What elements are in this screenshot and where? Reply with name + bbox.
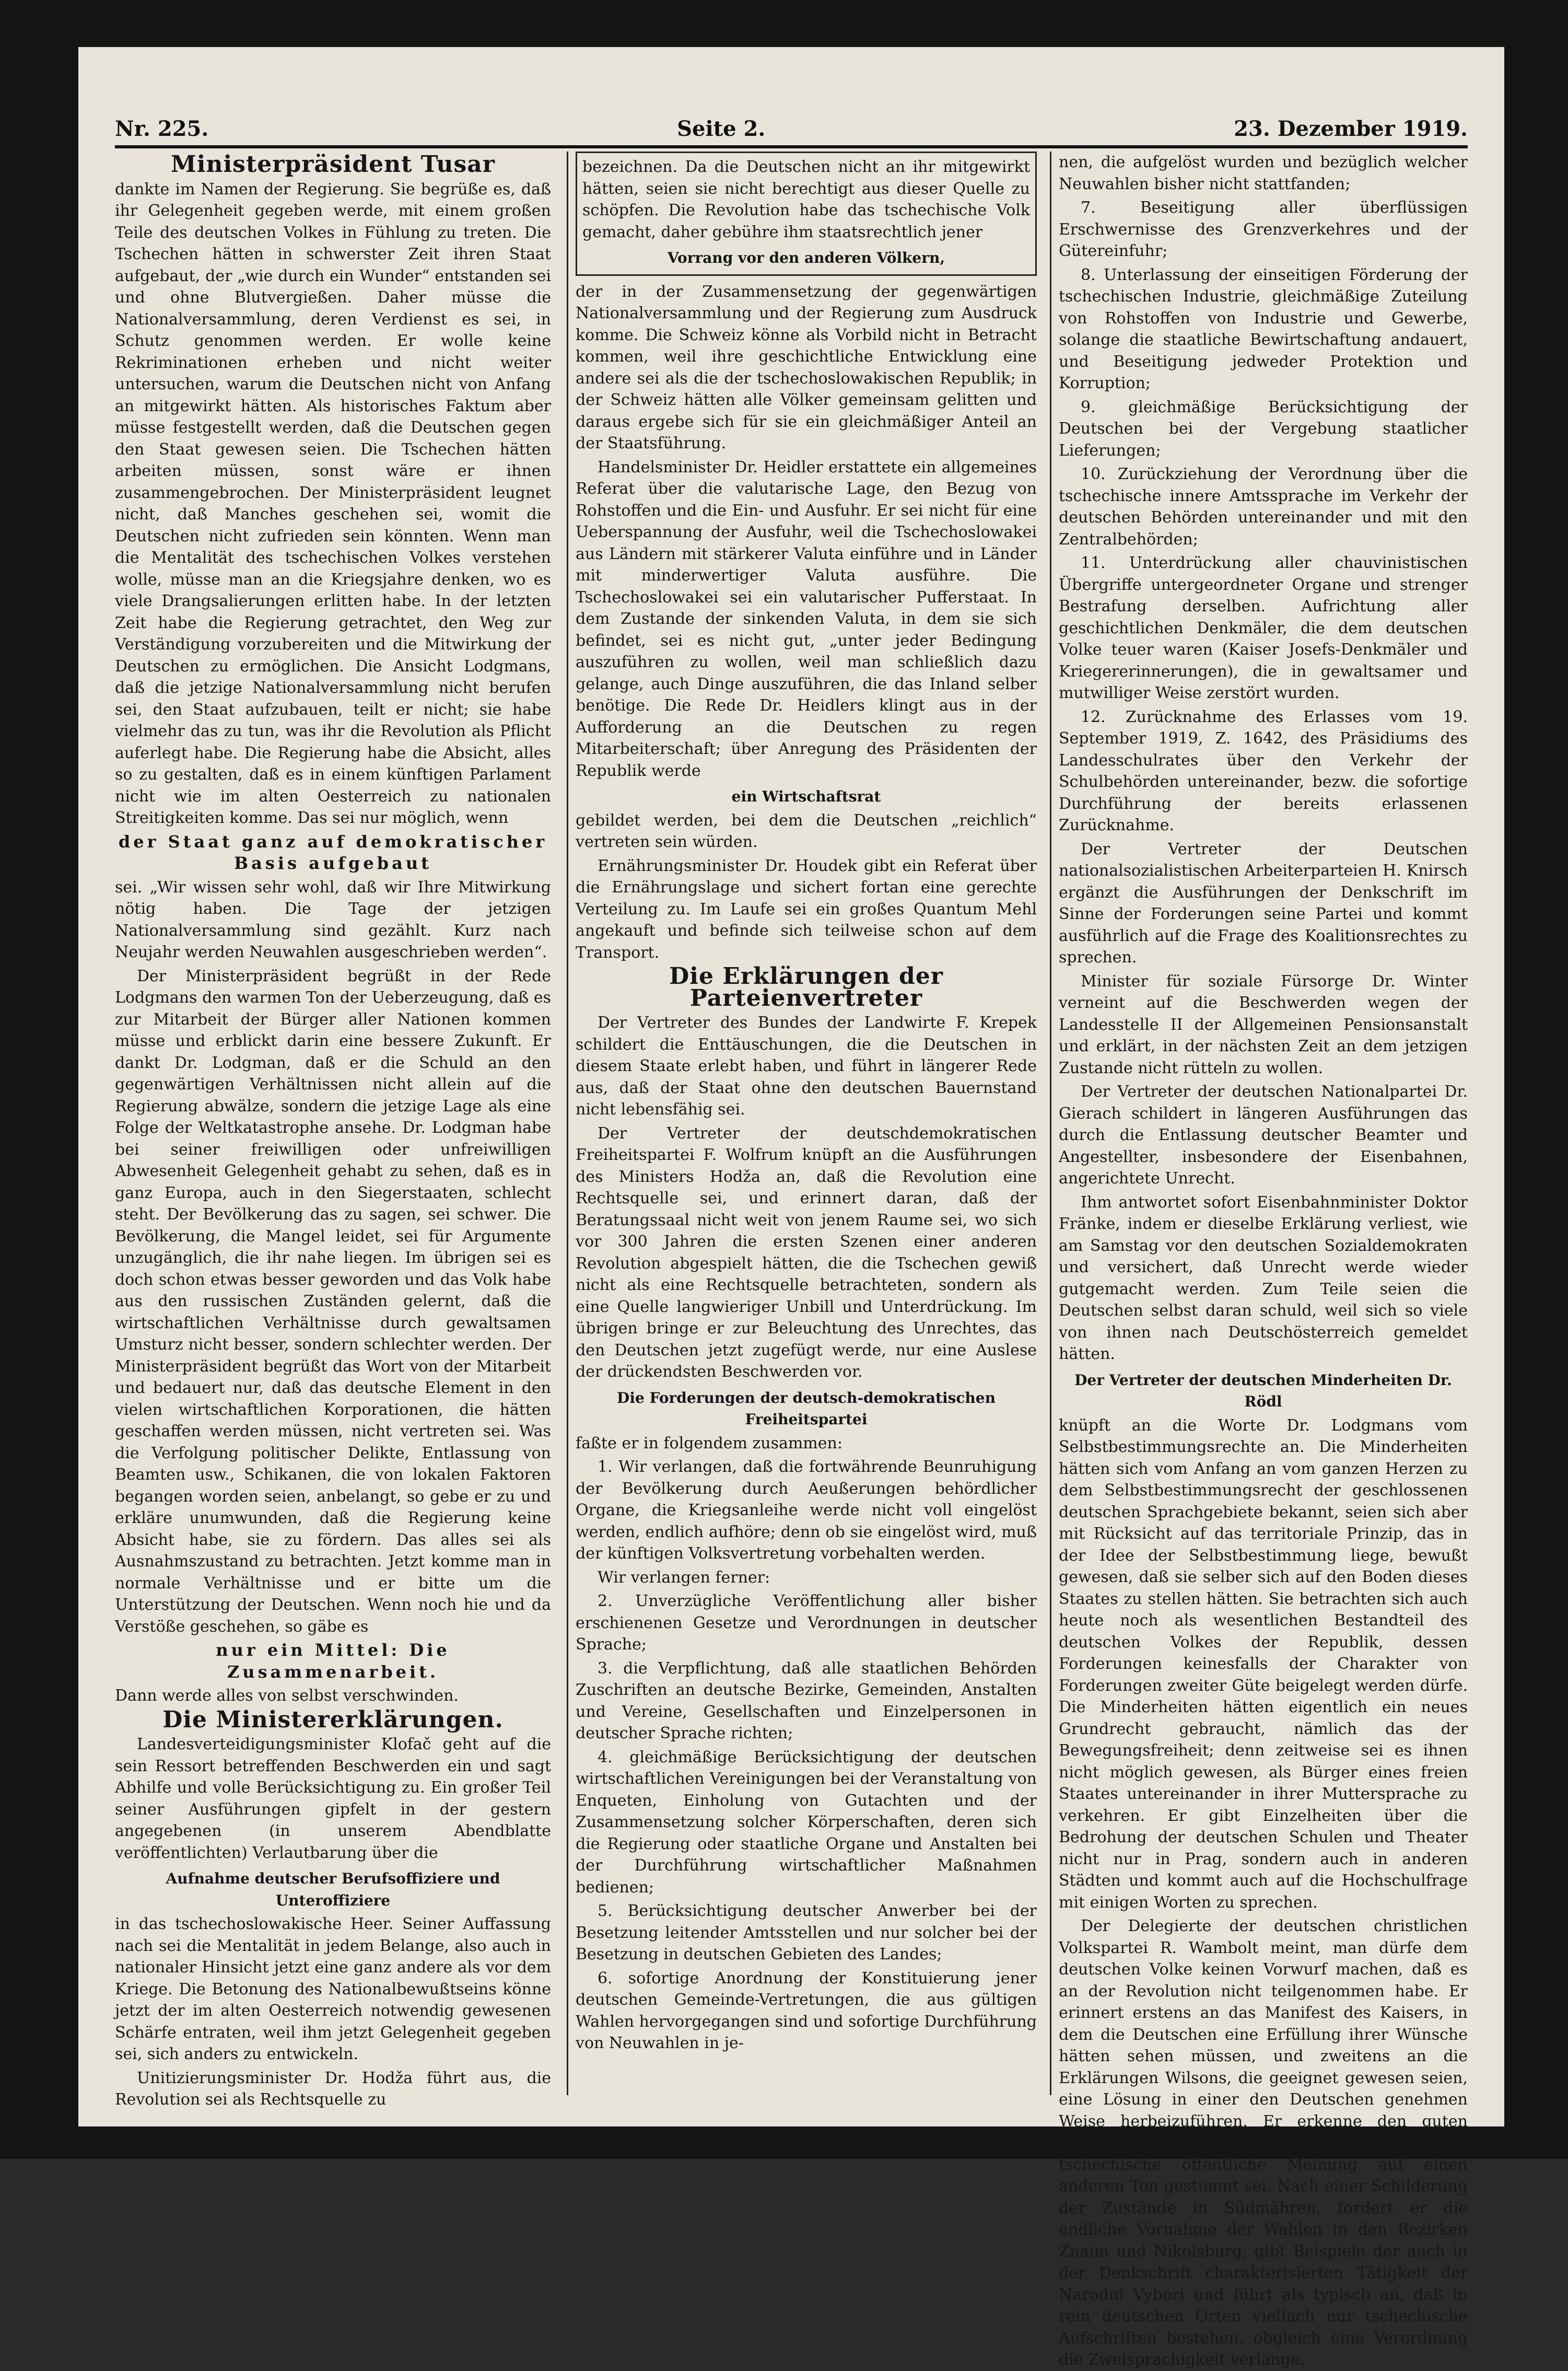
paragraph: Dann werde alles von selbst verschwinden. (115, 1687, 459, 1705)
paragraph: 5. Berücksichtigung deutscher Anwerber bei der Besetzung leitender Amtsstellen und nur solcher bei der Besetzung in deutschen Gebieten des Landes; (576, 1902, 1037, 1963)
section-heading: Die Erklärungen der Parteienvertreter (669, 963, 943, 1012)
paragraph: in das tschechoslowakische Heer. Seiner Auffassung nach sei die Mentalität in jedem Belange, also auch in nationaler Hinsicht jetzt eine ganz andere als vor dem Kriege. Die Betonung des Nationalbewußtseins könne jetzt der im alten Oesterreich notwendig gewesenen Schärfe entraten, weil ihm jetzt Gelegenheit gegeben sei, sich anders zu entwickeln. (115, 1915, 551, 2063)
issue-number: Nr. 225. (115, 117, 209, 141)
column-3 (1050, 152, 1468, 2369)
paragraph: knüpft an die Worte Dr. Lodgmans vom Selbstbestimmungsrechte an. Die Minderheiten hätten sich vom Anfang an vom ganzen Herzen zu dem Selbstbestimmungsrecht der geschlossenen deutschen Sprachgebiete bekannt, seien sich aber mit Rücksicht auf das territoriale Prinzip, das in der Idee der Selbstbestimmung liege, bewußt gewesen, daß sie selber sich auf den Boden dieses Staates zu stellen hätten. Sie betrachten sich auch heute noch als wesentlichen Bestandteil des deutschen Volkes der Republik, dessen Forderungen keinesfalls der Charakter von Forderungen zweiter Güte beigelegt werden dürfe. Die Minderheiten hätten eigentlich ein neues Grundrecht gebraucht, nämlich das der Bewegungsfreiheit; denn zeitweise sei es ihnen nicht möglich gewesen, als Bürger eines freien Staates untereinander in ihrer Muttersprache zu verkehren. Er gibt Einzelheiten über die Bedrohung der deutschen Schulen und Theater nicht nur in Prag, sondern auch in anderen Städten und kommt auch auf die Hochschulfrage mit einigen Worten zu sprechen. (1059, 1416, 1468, 1912)
section-heading: Die Ministererklärungen. (162, 1706, 504, 1733)
paragraph: Der Vertreter der deutschen Nationalpartei Dr. Gierach schildert in längeren Ausführungen das durch die Entlassung deutscher Beamter und Angestellter, insbesondere der Eisenbahnen, angerichtete Unrecht. (1059, 1083, 1468, 1188)
paragraph: Der Ministerpräsident begrüßt in der Rede Lodgmans den warmen Ton der Ueberzeugung, daß es zur Mitarbeit der Bürger aller Nationen kommen müsse und erblickt darin eine bessere Zukunft. Er dankt Dr. Lodgman, daß er die Schuld an den gegenwärtigen Verhältnissen nicht allein auf die Regierung abwälze, sondern die jetzige Lage als eine Folge der Weltkatastrophe ansehe. Dr. Lodgman habe bei seiner freiwilligen oder unfreiwilligen Abwesenheit Gelegenheit gehabt zu sehen, daß es in ganz Europa, auch in den Siegerstaaten, schlecht steht. Der Bevölkerung das zu sagen, sei schwer. Die Bevölkerung, die Mangel leidet, sei für Argumente unzugänglich, die ihr nahe liegen. Im übrigen sei es doch schon etwas besser geworden und das Volk habe aus den russischen Zuständen gelernt, daß die wirtschaftlichen Verhältnisse durch gewaltsamen Umsturz nicht besser, sondern schlechter werden. Der Ministerpräsident begrüßt das Wort von der Mitarbeit und bedauert nur, daß das deutsche Element in den vielen wirtschaftlichen Korporationen, die hätten geschaffen werden müssen, nicht vertreten sei. Was die Verfolgung politischer Delikte, Entlassung von Beamten usw., Schikanen, die von lokalen Faktoren begangen worden seien, anbelangt, so gebe er zu und erkläre unumwunden, daß die Regierung keine Absicht habe, sie zu fördern. Das alles sei als Ausnahmszustand zu betrachten. Jetzt komme man in normale Verhältnisse und er bitte um die Unterstützung der Deutschen. Wenn noch hie und da Verstöße geschehen, so gäbe es (115, 967, 551, 1636)
sub-heading: Aufnahme deutscher Berufsoffiziere und Unteroffiziere (166, 1870, 500, 1909)
paragraph: Der Vertreter der deutschdemokratischen Freiheitspartei F. Wolfrum knüpft an die Ausführungen des Ministers Hodža an, daß die Revolution eine Rechtsquelle sei, und erinnert daran, daß der Beratungssaal nicht weit von jenem Raume sei, wo sich vor 300 Jahren die ersten Szenen einer anderen Revolution abgespielt hätten, die die Tschechen gewiß nicht als eine Rechtsquelle betrachteten, sondern als eine Quelle langwieriger Unbill und Unterdrückung. Im übrigen bringe er zur Beleuchtung des Unrechtes, das den Deutschen jetzt zugefügt werde, nur eine Auslese der drückendsten Beschwerden vor. (576, 1124, 1037, 1381)
spaced-heading: nur ein Mittel: Die Zusammenarbeit. (216, 1640, 450, 1682)
spaced-heading: der Staat ganz auf demokratischer Basis aufgebaut (118, 831, 548, 873)
issue-date: 23. Dezember 1919. (1234, 117, 1468, 141)
paragraph: Ernährungsminister Dr. Houdek gibt ein Referat über die Ernährungslage und sichert fortan eine gerechte Verteilung zu. Im Laufe sei ein großes Quantum Mehl angekauft und befinde sich teilweise schon auf dem Transport. (576, 856, 1037, 962)
margin-dot (29, 94, 34, 99)
boxed-paragraph (576, 152, 1037, 276)
column-1 (115, 151, 551, 2109)
paragraph: faßte er in folgendem zusammen: (576, 1434, 842, 1452)
paragraph: Landesverteidigungsminister Klofač geht auf die sein Ressort betreffenden Beschwerden ein und sagt Abhilfe und volle Berücksichtigung zu. Ein großer Teil seiner Ausführungen gipfelt in der gestern angegebenen (in unserem Abendblatte veröffentlichten) Verlautbarung über die (115, 1735, 551, 1862)
paragraph: 6. sofortige Anordnung der Konstituierung jener deutschen Gemeinde-Vertretungen, die aus gültigen Wahlen hervorgegangen sind und sofortige Durchführung von Neuwahlen in je- (576, 1969, 1037, 2052)
paragraph: nen, die aufgelöst wurden und bezüglich welcher Neuwahlen bisher nicht stattfanden; (1059, 153, 1468, 193)
paragraph: der in der Zusammensetzung der gegenwärtigen Nationalversammlung und der Regierung zum Ausdruck komme. Die Schweiz könne als Vorbild nicht in Betracht kommen, weil ihre geschichtliche Entwicklung eine andere sei als die der tschechoslowakischen Republik; in der Schweiz hätten alle Völker gemeinsam gelitten und daraus ergebe sich für sie ein gleichmäßiger Anteil an der Staatsführung. (576, 282, 1037, 452)
sub-heading: ein Wirtschaftsrat (731, 788, 881, 805)
page-header (115, 110, 1468, 148)
paragraph: gebildet werden, bei dem die Deutschen „reichlich“ vertreten sein würden. (576, 811, 1037, 851)
paragraph: Wir verlangen ferner: (598, 1568, 770, 1587)
paragraph: 10. Zurückziehung der Verordnung über die tschechische innere Amtssprache im Verkehr der deutschen Behörden untereinander und mit den Zentralbehörden; (1059, 465, 1468, 549)
paragraph: 8. Unterlassung der einseitigen Förderung der tschechischen Industrie, gleichmäßige Zuteilung von Rohstoffen von Industrie und Gewerbe, solange die staatliche Bewirtschaftung andauert, und Beseitigung jedweder Protektion und Korruption; (1059, 265, 1468, 392)
paragraph: 9. gleichmäßige Berücksichtigung der Deutschen bei der Vergebung staatlicher Lieferungen; (1059, 398, 1468, 460)
article-heading: Ministerpräsident Tusar (171, 151, 495, 178)
paragraph: 2. Unverzügliche Veröffentlichung aller bisher erschienenen Gesetze und Verordnungen in deutscher Sprache; (576, 1592, 1037, 1654)
page-number: Seite 2. (677, 117, 766, 141)
paragraph: sei. „Wir wissen sehr wohl, daß wir Ihre Mitwirkung nötig haben. Die Tage der jetzigen Nationalversammlung sind gezählt. Kurz nach Neujahr werden Neuwahlen ausgeschrieben werden“. (115, 878, 551, 961)
paragraph: Der Vertreter des Bundes der Landwirte F. Krepek schildert die Enttäuschungen, die die Deutschen in diesem Staate erlebt haben, und führt in längerer Rede aus, daß der Staat ohne den deutschen Bauernstand nicht lebensfähig sei. (576, 1014, 1037, 1119)
paragraph: dankte im Namen der Regierung. Sie begrüße es, daß ihr Gelegenheit gegeben werde, mit einem großen Teile des deutschen Volkes in Fühlung zu treten. Die Tschechen hätten in schwerster Zeit ihren Staat aufgebaut, der „wie durch ein Wunder“ entstanden sei und ohne Blutvergießen. Daher müsse die Nationalversammlung, deren Verdienst es sei, in Schutz genommen werden. Er wolle keine Rekriminationen erheben und nicht weiter untersuchen, warum die Deutschen nicht von Anfang an mitgewirkt hätten. Als historisches Faktum aber müsse festgestellt werden, daß die Deutschen gegen den Staat gewesen seien. Die Tschechen hätten arbeiten müssen, sonst wäre er ihnen zusammengebrochen. Der Ministerpräsident leugnet nicht, daß Manches geschehen sei, womit die Deutschen nicht zufrieden sein könnten. Wenn man die Mentalität des tschechischen Volkes verstehen wolle, müsse man an die Kriegsjahre denken, wo es viele Drangsalierungen erlitten habe. In der letzten Zeit habe die Regierung getrachtet, den Weg zur Verständigung vorzubereiten und die Mitwirkung der Deutschen zu ermöglichen. Die Ansicht Lodgmans, daß die jetzige Nationalversammlung nicht berufen sei, den Staat aufzubauen, teilt er nicht; sie habe vielmehr das zu tun, was ihr die Revolution als Pflicht auferlegt habe. Die Regierung habe die Absicht, alles so zu gestalten, daß es in einem künftigen Parlament nicht wie im alten Oesterreich zu nationalen Streitigkeiten komme. Das sei nur möglich, wenn (115, 180, 551, 827)
sub-heading: Der Vertreter der deutschen Minderheiten Dr. Rödl (1074, 1371, 1452, 1410)
newspaper-page (78, 47, 1504, 2369)
paragraph: 1. Wir verlangen, daß die fortwährende Beunruhigung der Bevölkerung durch Aeußerungen behördlicher Organe, die Kriegsanleihe werde nicht voll eingelöst werden, endlich aufhöre; denn ob sie eingelöst wird, muß der künftigen Volksvertretung vorbehalten werden. (576, 1458, 1037, 1563)
paragraph: 4. gleichmäßige Berücksichtigung der deutschen wirtschaftlichen Vereinigungen bei der Veranstaltung von Enqueten, Einholung von Gutachten und der Zusammensetzung solcher Körperschaften, deren sich die Regierung oder staatliche Organe und Anstalten bei der Durchführung wirtschaftlicher Maßnahmen bedienen; (576, 1748, 1037, 1897)
column-2 (567, 152, 1037, 2095)
paragraph: Der Delegierte der deutschen christlichen Volkspartei R. Wambolt meint, man dürfe dem deutschen Volke keinen Vorwurf machen, daß es an der Revolution nicht teilgenommen habe. Er erinnert erstens an das Manifest des Kaisers, in dem die Deutschen eine Erfüllung ihrer Wünsche hätten sehen müssen, und zweitens an die Erklärungen Wilsons, die geeignet gewesen seien, eine Lösung in einer den Deutschen genehmen Weise herbeizuführen. Er erkenne den guten Willen der Regierung an, bedaure aber, daß die tschechische öffentliche Meinung auf einen anderen Ton gestimmt sei. Nach einer Schilderung der Zustände in Südmähren, fordert er die endliche Vornahme der Wahlen in den Bezirken Znaim und Nikolsburg, gibt Beispiele der auch in der Denkschrift charakterisierten Tätigkeit der Narodni Vybori und führt als typisch an, daß in rein deutschen Orten vielfach nur tschechische Aufschriften bestehen, obgleich eine Verordnung die Zweisprachigkeit verlange. (1059, 1917, 1468, 2369)
paragraph: 11. Unterdrückung aller chauvinistischen Übergriffe untergeordneter Organe und strenger Bestrafung derselben. Aufrichtung aller geschichtlichen Denkmäler, die dem deutschen Volke teuer waren (Kaiser Josefs-Denkmäler und Kriegererinnerungen), die in gewaltsamer und mutwilliger Weise zerstört wurden. (1059, 554, 1468, 702)
paragraph: Unitizierungsminister Dr. Hodža führt aus, die Revolution sei als Rechtsquelle zu (115, 2068, 551, 2109)
paragraph: Handelsminister Dr. Heidler erstattete ein allgemeines Referat über die valutarische Lage, den Bezug von Rohstoffen und die Ein- und Ausfuhr. Er sei nicht für eine Ueberspannung der Ausfuhr, weil die Tschechoslowakei aus Ländern mit stärkerer Valuta einführe und in Länder mit minderwertiger Valuta ausführe. Die Tschechoslowakei sei ein valutarischer Pufferstaat. In dem Zustande der sinkenden Valuta, in dem sie sich befindet, sei es nicht gut, „unter jeder Bedingung auszuführen zu wollen, weil man schließlich dazu gelange, auch Dinge auszuführen, die das Inland selber benötige. Die Rede Dr. Heidlers klingt aus in der Aufforderung an die Deutschen zu regen Mitarbeiterschaft; über Anregung des Präsidenten der Republik werde (576, 458, 1037, 780)
paragraph: bezeichnen. Da die Deutschen nicht an ihr mitgewirkt hätten, seien sie nicht berechtigt aus dieser Quelle zu schöpfen. Die Revolution habe das tschechische Volk gemacht, daher gebühre ihm staatsrechtlich jener (582, 158, 1030, 241)
paragraph: 12. Zurücknahme des Erlasses vom 19. September 1919, Z. 1642, des Präsidiums des Landesschulrates über den Verkehr der Schulbehörden untereinander, bezw. die sofortige Durchführung der bereits erlassenen Zurücknahme. (1059, 707, 1468, 834)
paragraph: 7. Beseitigung aller überflüssigen Erschwernisse des Grenzverkehres und der Gütereinfuhr; (1059, 199, 1468, 260)
sub-heading: Vorrang vor den anderen Völkern, (667, 249, 945, 266)
paragraph: Ihm antwortet sofort Eisenbahnminister Doktor Fränke, indem er dieselbe Erklärung verliest, wie am Samstag vor den deutschen Sozialdemokraten und versichert, daß Unrecht werde wieder gutgemacht werden. Zum Teile seien die Deutschen selbst daran schuld, weil sich so viele von ihnen nach Deutschösterreich gemeldet hätten. (1059, 1193, 1468, 1363)
sub-heading: Die Forderungen der deutsch-demokratischen Freiheitspartei (617, 1389, 996, 1428)
paragraph: Der Vertreter der Deutschen nationalsozialistischen Arbeiterparteien H. Knirsch ergänzt die Ausführungen der Denkschrift im Sinne der Forderungen seine Partei und kommt ausführlich auf die Frage des Koalitionsrechtes zu sprechen. (1059, 840, 1468, 967)
paragraph: Minister für soziale Fürsorge Dr. Winter verneint auf die Beschwerden wegen der Landesstelle II der Allgemeinen Pensionsanstalt und erklärt, in der nächsten Zeit an dem jetzigen Zustande nicht rütteln zu wollen. (1059, 972, 1468, 1077)
paragraph: 3. die Verpflichtung, daß alle staatlichen Behörden Zuschriften an deutsche Bezirke, Gemeinden, Anstalten und Vereine, Gesellschaften und Einzelpersonen in deutscher Sprache richten; (576, 1659, 1037, 1742)
